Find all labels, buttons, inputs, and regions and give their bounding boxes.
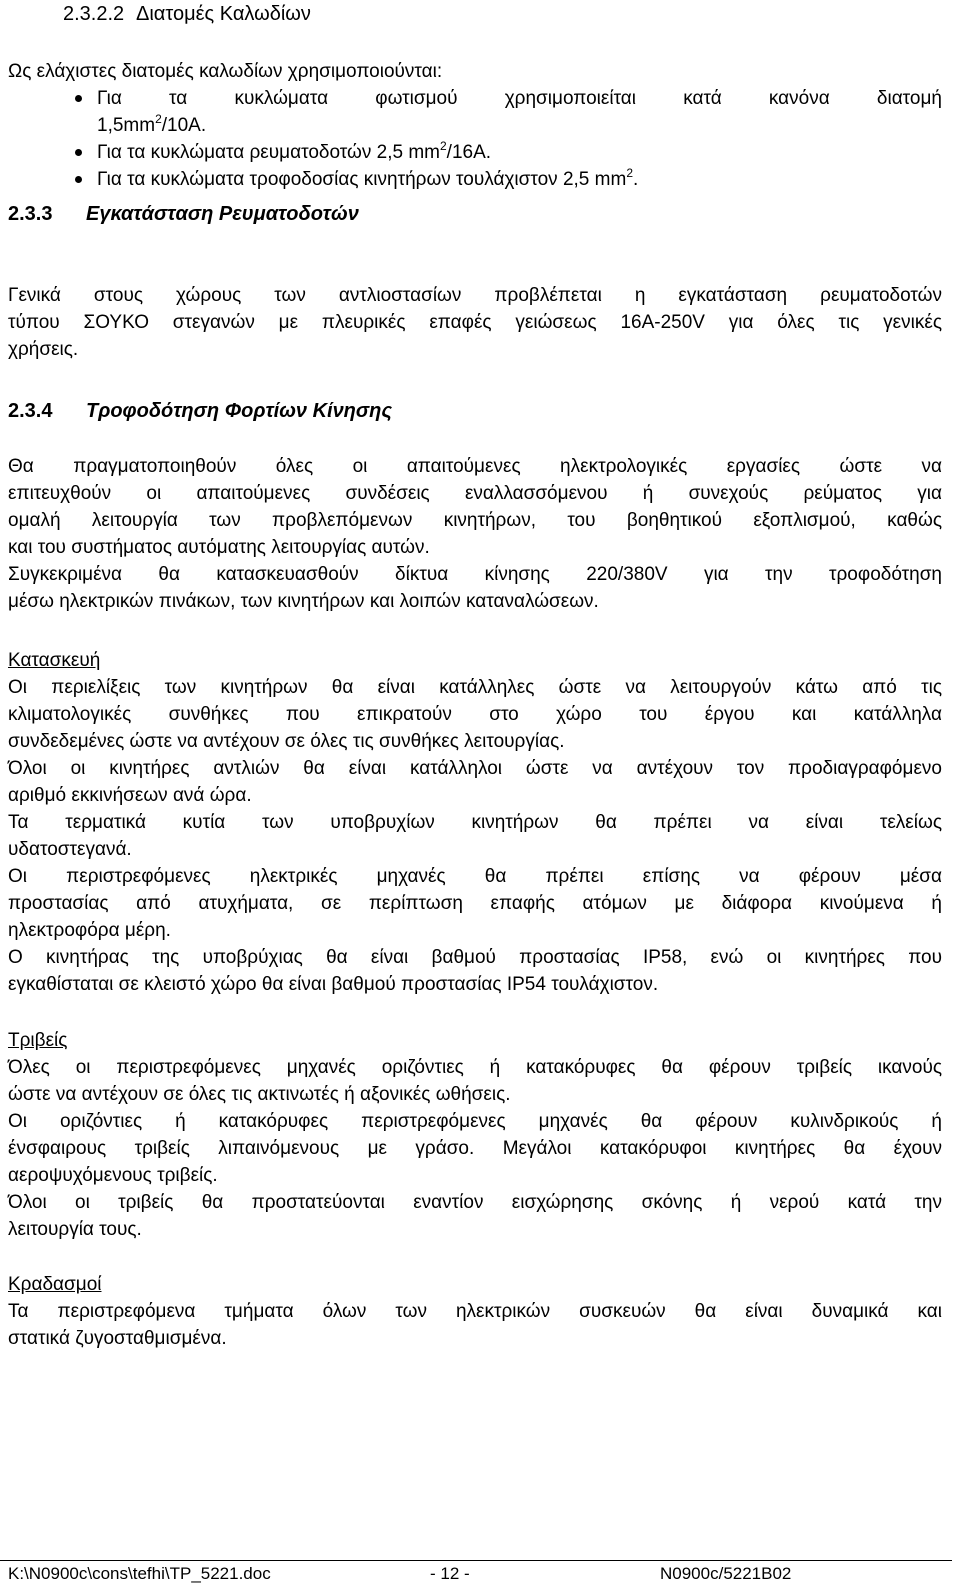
subsection-heading: Τριβείς (8, 1030, 68, 1051)
section-number: 2.3.3 (8, 203, 53, 225)
paragraph: Όλοι οι κινητήρες αντλιών θα είναι κατάλληλοι ώστε να αντέχουν τον προδιαγραφόμενο αριθμό εκκινήσεων ανά ώρα. (8, 758, 942, 806)
section-number: 2.3.4 (8, 400, 53, 422)
paragraph: Οι περιελίξεις των κινητήρων θα είναι κατάλληλες ώστε να λειτουργούν κάτω από τις κλιματολογικές συνθήκες που επικρατούν στο χώρο του έργου και κατάλληλα συνδεδεμένες ώστε να αντέχουν σε όλες τις συνθήκες λειτουργίας. (8, 677, 942, 752)
bullet-icon (75, 149, 82, 156)
subsection-heading: Κραδασμοί (8, 1274, 102, 1295)
section-title: Τροφοδότηση Φορτίων Κίνησης (86, 400, 393, 422)
bullet-list (8, 85, 942, 193)
paragraph: Όλοι οι τριβείς θα προστατεύονται εναντίον εισχώρησης σκόνης ή νερού κατά την λειτουργία τους. (8, 1192, 942, 1240)
intro-text: Ως ελάχιστες διατομές καλωδίων χρησιμοποιούνται: (8, 61, 443, 82)
subsection-heading: Κατασκευή (8, 650, 101, 671)
section-heading (8, 200, 942, 228)
paragraph: Θα πραγματοποιηθούν όλες οι απαιτούμενες ηλεκτρολογικές εργασίες ώστε να επιτευχθούν οι απαιτούμενες συνδέσεις εναλλασσόμενου ή συνεχούς ρεύματος για ομαλή λειτουργία των προβλεπόμενων κινητήρων, του βοηθητικού εξοπλισμού, καθώς και του συστήματος αυτόματης λειτουργίας αυτών. (8, 456, 942, 558)
construction-section (8, 647, 942, 998)
paragraph: Τα περιστρεφόμενα τμήματα όλων των ηλεκτρικών συσκευών θα είναι δυναμικά και στατικά ζυγοσταθμισμένα. (8, 1301, 942, 1349)
section-2-3-3 (8, 200, 942, 363)
paragraph: Οι οριζόντιες ή κατακόρυφες περιστρεφόμενες μηχανές θα φέρουν κυλινδρικούς ή ένσφαιρους τριβείς λιπαινόμενους με γράσο. Μεγάλοι κατακόρυφοι κινητήρες θα έχουν αεροψυχόμενους τριβείς. (8, 1111, 942, 1186)
footer-file-path: K:\N0900c\cons\tefhi\TP_5221.doc (8, 1564, 271, 1583)
list-item: Για τα κυκλώματα φωτισμού χρησιμοποιείται κατά κανόνα διατομή $1,5mm^2/10A$. (8, 85, 942, 139)
paragraph: Ο κινητήρας της υποβρύχιας θα είναι βαθμού προστασίας IP58, ενώ οι κινητήρες που εγκαθίσταται σε κλειστό χώρο θα είναι βαθμού προστασίας IP54 τουλάχιστον. (8, 947, 942, 995)
paragraph: Γενικά στους χώρους των αντλιοστασίων προβλέπεται η εγκατάσταση ρευματοδοτών τύπου ΣΟΥΚΟ στεγανών με πλευρικές επαφές γειώσεως 16Α-250V για όλες τις γενικές χρήσεις. (8, 285, 942, 360)
paragraph: Τα τερματικά κυτία των υποβρυχίων κινητήρων θα πρέπει να είναι τελείως υδατοστεγανά. (8, 812, 942, 860)
bullet-icon (75, 95, 82, 102)
section-heading (8, 397, 942, 425)
footer-page-number: - 12 - (430, 1564, 470, 1583)
footer-document-code: N0900c/5221B02 (660, 1564, 792, 1583)
section-title: Εγκατάσταση Ρευματοδοτών (86, 203, 359, 225)
bearings-section (8, 1027, 942, 1243)
list-item: Για τα κυκλώματα τροφοδοσίας κινητήρων τουλάχιστον 2,5 $mm^2$. (8, 166, 942, 193)
list-item: Για τα κυκλώματα ρευματοδοτών 2,5 $mm^2/16A$. (8, 139, 942, 166)
section-title: Διατομές Καλωδίων (136, 3, 311, 25)
page-footer (0, 1560, 952, 1587)
paragraph: Συγκεκριμένα θα κατασκευασθούν δίκτυα κίνησης 220/380V για την τροφοδότηση μέσω ηλεκτρικών πινάκων, των κινητήρων και λοιπών καταναλώσεων. (8, 564, 942, 612)
section-number: 2.3.2.2 (63, 3, 125, 25)
vibrations-section (8, 1271, 942, 1352)
section-2-3-4 (8, 397, 942, 615)
paragraph: Οι περιστρεφόμενες ηλεκτρικές μηχανές θα πρέπει επίσης να φέρουν μέσα προστασίας από ατυχήματα, σε περίπτωση επαφής ατόμων με διάφορα κινούμενα ή ηλεκτροφόρα μέρη. (8, 866, 942, 941)
paragraph: Όλες οι περιστρεφόμενες μηχανές οριζόντιες ή κατακόρυφες θα φέρουν τριβείς ικανούς ώστε να αντέχουν σε όλες τις ακτινωτές ή αξονικές ωθήσεις. (8, 1057, 942, 1105)
bullet-icon (75, 176, 82, 183)
section-2-3-2-2 (8, 0, 942, 193)
